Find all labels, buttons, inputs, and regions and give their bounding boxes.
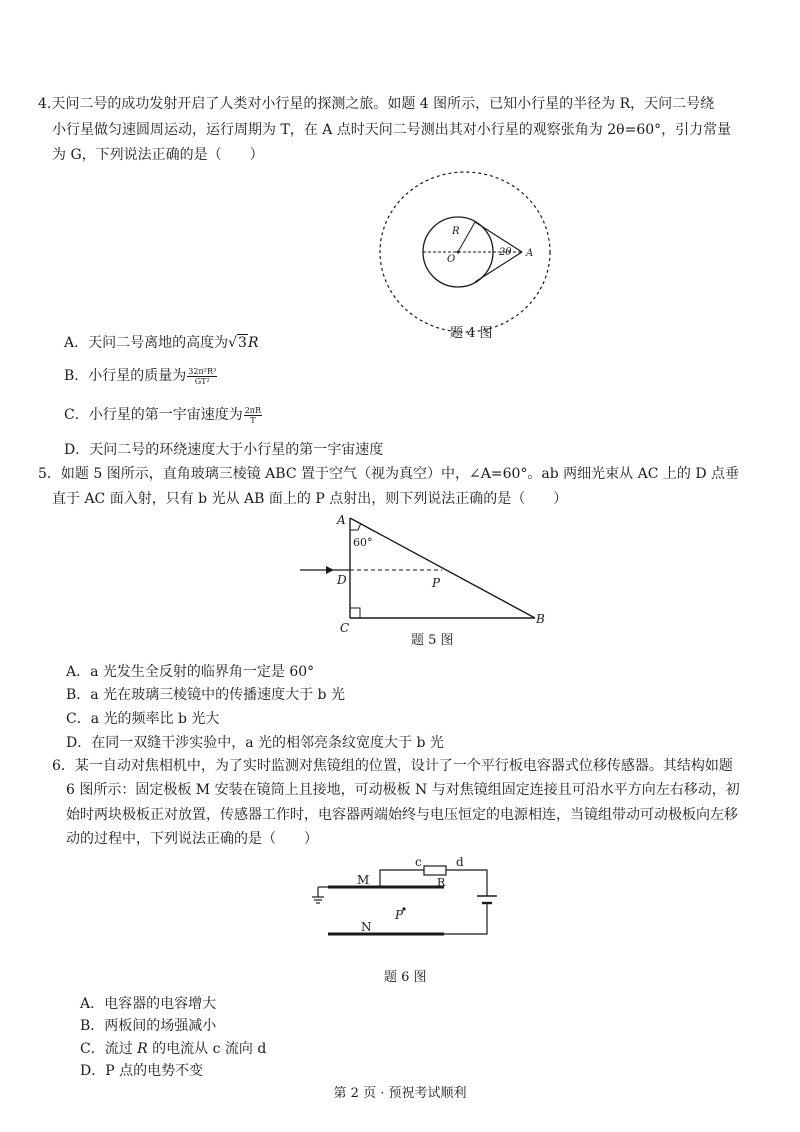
q6-option-c: [80, 1039, 266, 1059]
q6-number: 6．: [52, 758, 75, 774]
q6-line4: 动的过程中，下列说法正确的是（ ）: [66, 831, 318, 847]
incident-arrow: [326, 566, 334, 574]
q6-option-d: D．P 点的电势不变: [80, 1063, 204, 1079]
q4-number: 4.: [38, 96, 52, 112]
q4-option-c-text: C．小行星的第一宇宙速度为: [64, 407, 243, 423]
q4-caption: 题 4 图: [450, 326, 493, 341]
q5-option-d: D．在同一双缝干涉实验中，a 光的相邻亮条纹宽度大于 b 光: [66, 735, 444, 751]
q6-label-c: c: [415, 855, 422, 869]
q4-option-b: [64, 366, 217, 386]
q6-label-R: R: [437, 876, 446, 889]
q4-option-a: [64, 333, 259, 353]
q4-label-angle: 2θ: [499, 247, 512, 258]
q6-option-c-text: C．流过: [80, 1041, 138, 1057]
q6-label-d: d: [456, 855, 464, 869]
q4-option-c-fraction: [244, 406, 262, 425]
wire-battery-to-N: [444, 903, 487, 934]
q6-option-c-symbol: R: [137, 1041, 148, 1057]
q4-option-a-unit: R: [247, 335, 259, 351]
q4-label-O: O: [447, 254, 456, 265]
q4-option-c-numerator: 2πR: [244, 405, 262, 415]
q6-caption: 题 6 图: [384, 970, 427, 985]
q5-label-C: C: [340, 621, 350, 635]
triangle-side-AB: [350, 518, 535, 618]
q6-line1: [52, 756, 733, 776]
sqrt-symbol: √3: [228, 335, 247, 351]
q4-option-c: [64, 405, 262, 425]
radius-line: [458, 222, 475, 252]
wire-M-to-R: [380, 870, 424, 887]
q5-label-B: B: [536, 612, 545, 626]
q5-label-A: A: [337, 513, 346, 527]
q4-option-b-text: B．小行星的质量为: [64, 368, 187, 384]
q4-option-a-text: A．天问二号离地的高度为: [64, 335, 229, 351]
q6-label-N: N: [361, 920, 372, 934]
q4-option-b-fraction: [187, 367, 217, 386]
q4-option-b-denominator: GT²: [194, 376, 210, 386]
q4-text-1: 天问二号的成功发射开启了人类对小行星的探测之旅。如题 4 图所示，已知小行星的半径为 R，天问二号绕: [51, 96, 715, 112]
q4-line3: 为 G，下列说法正确的是（ ）: [52, 147, 264, 163]
q5-line1: [38, 464, 739, 484]
q5-text-1: 如题 5 图所示，直角玻璃三棱镜 ABC 置于空气（视为真空）中，∠A=60°。ab 两细光束从 AC 上的 D 点垂: [60, 466, 739, 482]
q6-option-b: B．两板间的场强减小: [80, 1018, 217, 1034]
center-dot: [457, 251, 460, 254]
q6-option-a: A．电容器的电容增大: [80, 996, 217, 1012]
q4-option-a-radicand: 3: [238, 335, 247, 351]
q5-option-b: B．a 光在玻璃三棱镜中的传播速度大于 b 光: [66, 687, 345, 703]
q6-option-c-rest: 的电流从 c 流向 d: [147, 1041, 267, 1057]
q4-option-b-numerator: 32π²R³: [188, 366, 217, 376]
q5-label-P: P: [432, 576, 441, 590]
q5-line2: 直于 AC 面入射，只有 b 光从 AB 面上的 P 点射出，则下列说法正确的是（ ）: [52, 491, 568, 507]
q4-label-A: A: [526, 248, 534, 259]
right-angle-mark: [350, 608, 360, 618]
angle-A-arc: [350, 523, 361, 530]
q5-option-a: A．a 光发生全反射的临界角一定是 60°: [66, 664, 315, 680]
q6-label-P: P: [395, 908, 404, 922]
q4-option-d: D．天问二号的环绕速度大于小行星的第一宇宙速度: [64, 442, 384, 458]
resistor-R: [424, 866, 446, 875]
page-footer: 第 2 页 · 预祝考试顺利: [333, 1086, 467, 1101]
q5-option-c: C．a 光的频率比 b 光大: [66, 711, 220, 727]
q6-line2: 6 图所示：固定极板 M 安装在镜筒上且接地，可动极板 N 与对焦镜组固定连接且可沿水平方向左右移动，初: [66, 782, 740, 798]
q5-label-D: D: [337, 573, 347, 587]
q5-number: 5．: [38, 466, 61, 482]
q4-option-c-denominator: T: [250, 415, 256, 425]
q5-caption: 题 5 图: [411, 633, 454, 648]
wire-R-to-battery: [446, 870, 487, 896]
q6-text-1: 某一自动对焦相机中，为了实时监测对焦镜组的位置，设计了一个平行板电容器式位移传感器。其结构如题: [74, 758, 733, 774]
q4-line2: 小行星做匀速圆周运动，运行周期为 T，在 A 点时天问二号测出其对小行星的观察张角为 2θ=60°，引力常量: [52, 122, 732, 138]
q6-label-M: M: [357, 873, 370, 887]
q6-line3: 始时两块极板正对放置，传感器工作时，电容器两端始终与电压恒定的电源相连，当镜组带动可动极板向左移: [66, 807, 738, 823]
q4-label-R: R: [452, 226, 460, 237]
q5-label-angle: 60°: [353, 536, 373, 549]
